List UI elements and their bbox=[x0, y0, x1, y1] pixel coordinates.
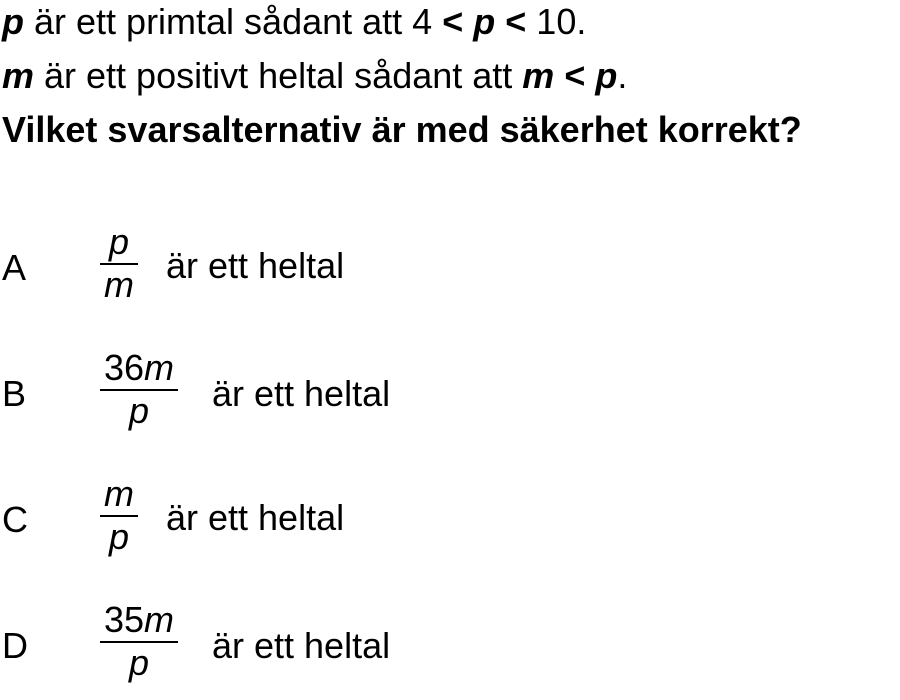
less-than-symbol: < bbox=[505, 1, 527, 42]
premise-text: är ett primtal sådant att 4 bbox=[24, 1, 443, 42]
fraction-denominator bbox=[125, 391, 153, 431]
option-letter: A bbox=[2, 247, 27, 288]
question-prompt: Vilket svarsalternativ är med säkerhet korrekt? bbox=[2, 109, 802, 150]
option-text: är ett heltal bbox=[166, 245, 345, 286]
fraction bbox=[100, 600, 178, 683]
space bbox=[585, 55, 595, 96]
period: . bbox=[617, 55, 628, 96]
option-text: är ett heltal bbox=[212, 625, 391, 666]
numerator-variable: m bbox=[144, 347, 175, 388]
fraction-numerator bbox=[100, 600, 178, 640]
fraction-numerator bbox=[100, 474, 138, 514]
coefficient: 35 bbox=[104, 599, 145, 640]
fraction bbox=[100, 474, 138, 557]
option-text: är ett heltal bbox=[212, 373, 391, 414]
less-than-symbol: < bbox=[564, 55, 586, 96]
option-a[interactable] bbox=[0, 222, 900, 322]
premise-line-1 bbox=[2, 2, 586, 42]
space bbox=[495, 1, 505, 42]
coefficient: 36 bbox=[104, 347, 145, 388]
variable-m: m bbox=[522, 55, 555, 96]
denominator-variable: p bbox=[129, 390, 150, 431]
option-c[interactable] bbox=[0, 474, 900, 574]
denominator-variable: p bbox=[108, 516, 130, 557]
premise-text: 10. bbox=[526, 1, 587, 42]
variable-p: p bbox=[2, 1, 24, 42]
premise-text: är ett positivt heltal sådant att bbox=[34, 55, 523, 96]
premise-line-2 bbox=[2, 56, 627, 96]
option-letter: D bbox=[2, 625, 28, 666]
fraction-denominator bbox=[105, 517, 133, 557]
fraction bbox=[100, 348, 178, 431]
denominator-variable: m bbox=[104, 264, 134, 305]
option-letter: B bbox=[2, 373, 27, 414]
space bbox=[554, 55, 564, 96]
fraction bbox=[100, 222, 138, 305]
variable-p: p bbox=[595, 55, 618, 96]
option-text: är ett heltal bbox=[166, 497, 345, 538]
fraction-numerator bbox=[100, 348, 178, 388]
less-than-symbol: < bbox=[442, 1, 464, 42]
numerator-variable: m bbox=[144, 599, 175, 640]
variable-p: p bbox=[473, 1, 496, 42]
option-b[interactable] bbox=[0, 348, 900, 448]
option-d[interactable] bbox=[0, 600, 900, 700]
fraction-numerator bbox=[105, 222, 133, 262]
numerator-variable: m bbox=[104, 473, 134, 514]
space bbox=[463, 1, 473, 42]
fraction-denominator bbox=[100, 265, 138, 305]
numerator-variable: p bbox=[108, 221, 130, 262]
variable-m: m bbox=[2, 55, 35, 96]
denominator-variable: p bbox=[129, 642, 150, 683]
fraction-denominator bbox=[125, 643, 153, 683]
option-letter: C bbox=[2, 499, 28, 540]
